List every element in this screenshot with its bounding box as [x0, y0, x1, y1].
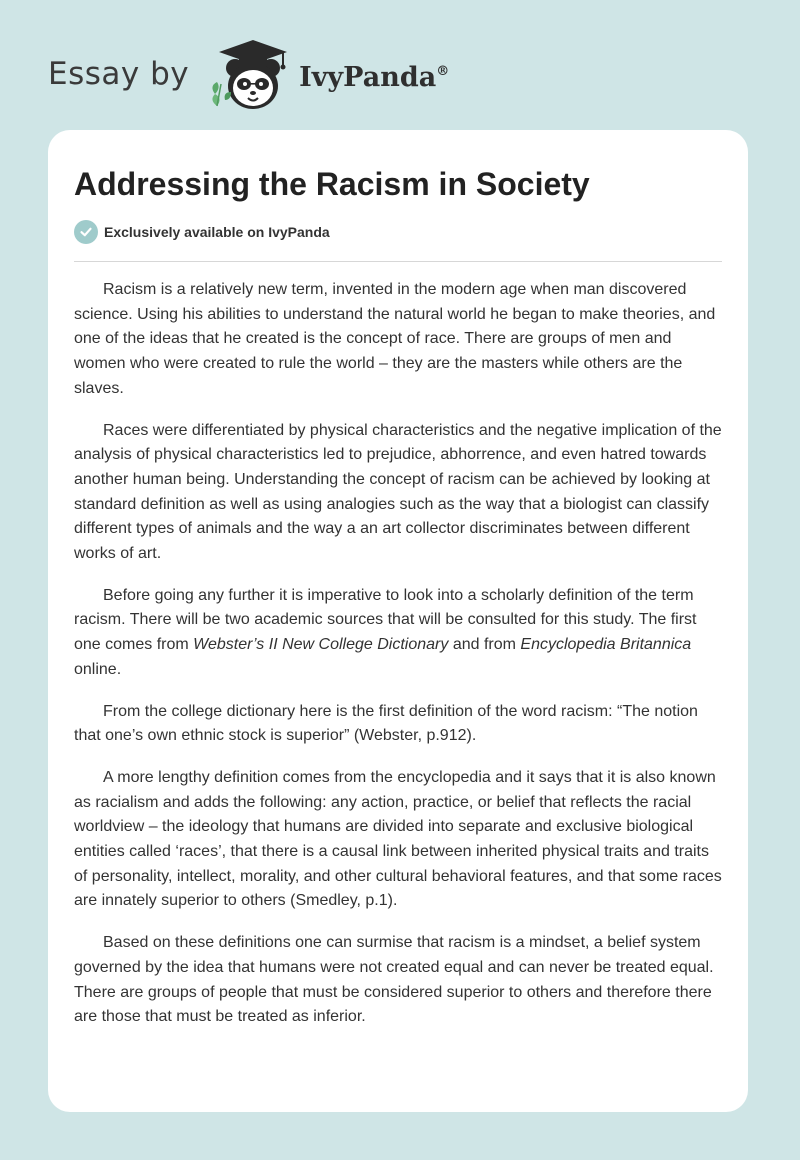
paragraph — [74, 419, 722, 567]
cited-title: Webster’s II New College Dictionary — [193, 636, 449, 654]
paragraph — [74, 766, 722, 914]
panda-logo-icon[interactable] — [205, 34, 297, 114]
site-header — [48, 34, 449, 114]
paragraph-text: Races were differentiated by physical characteristics and the negative implication of the analysis of physical characteristics led to prejudice, abhorrence, and even hatred towards another human being. Understanding the concept of racism can be achieved by looking at standard definition as well as using analogies such as the way that a biologist can classify different types of animals and the way a an art collector discriminates between different works of art. — [74, 421, 722, 563]
check-circle-icon — [74, 220, 98, 244]
paragraph — [74, 584, 722, 683]
essay-by-label: Essay by — [48, 56, 190, 92]
paragraph-text: A more lengthy definition comes from the encyclopedia and it says that it is also known as racialism and adds the following: any action, practice, or belief that reflects the racial worldview – the ideology that humans are divided into separate and exclusive biological entities called ‘races’, that there is a causal link between inherited physical traits and traits of personality, intellect, morality, and other cultural behavioral features, and that some races are innately superior to others (Smedley, p.1). — [74, 768, 722, 910]
essay-card — [48, 130, 748, 1112]
divider — [74, 261, 722, 262]
cited-title: Encyclopedia Britannica — [520, 636, 692, 654]
exclusive-label: Exclusively available on IvyPanda — [104, 224, 330, 240]
exclusive-badge — [74, 220, 330, 244]
registered-mark: ® — [436, 63, 450, 79]
paragraph-text: Based on these definitions one can surmise that racism is a mindset, a belief system governed by the idea that humans were not created equal and can never be treated equal. There are groups of people that must be considered superior to others and therefore there are those that must be treated as inferior. — [74, 934, 714, 1026]
paragraph-text: Racism is a relatively new term, invented in the modern age when man discovered science. Using his abilities to understand the natural world he began to make theories, and one of the ideas that he created is the concept of race. There are groups of men and women who were created to rule the world – they are the masters while others are the slaves. — [74, 281, 716, 397]
essay-body — [74, 278, 722, 1047]
brand-name[interactable] — [299, 62, 449, 93]
paragraph-text: From the college dictionary here is the first definition of the word racism: “The notion that one’s own ethnic stock is superior” (Webster, p.912). — [74, 702, 698, 745]
paragraph-text: online. — [74, 660, 122, 678]
paragraph — [74, 278, 722, 402]
paragraph-text: Before going any further it is imperative to look into a scholarly definition of the term racism. There will be two academic sources that will be consulted for this study. The first one comes from — [74, 586, 697, 654]
paragraph — [74, 931, 722, 1030]
checkmark-icon — [79, 225, 93, 239]
brand-name-text: IvyPanda — [299, 61, 437, 93]
paragraph-text: and from — [448, 636, 521, 654]
page-title: Addressing the Racism in Society — [74, 166, 590, 202]
paragraph — [74, 700, 722, 749]
